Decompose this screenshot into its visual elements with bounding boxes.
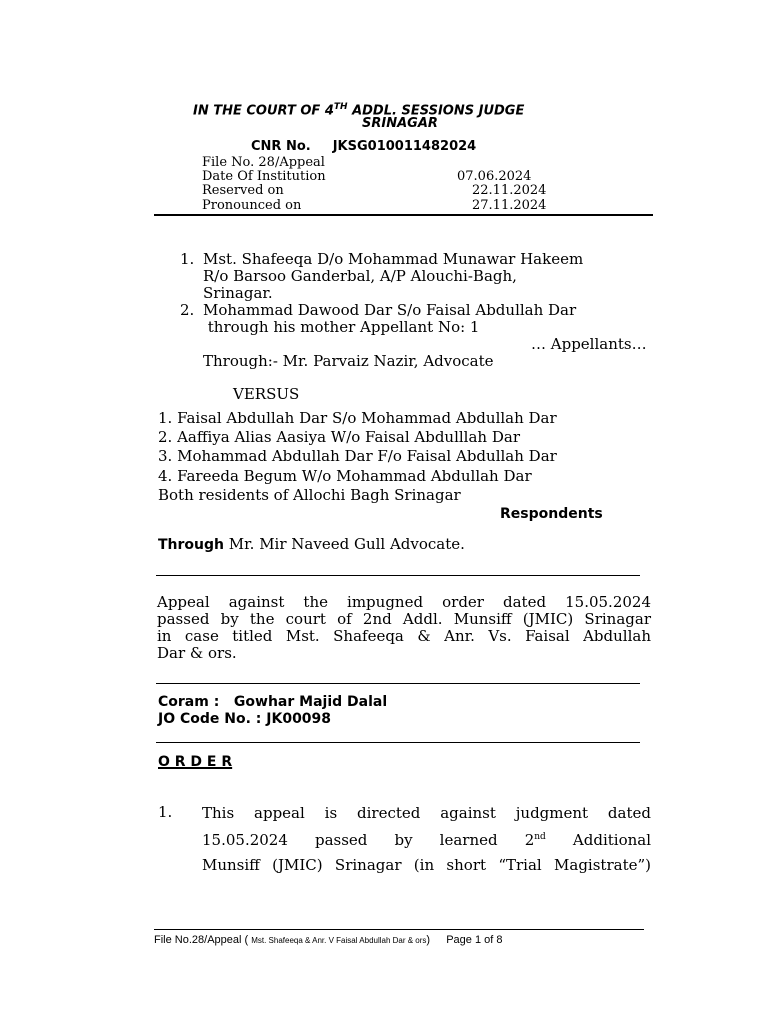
pronounced-on-value: 27.11.2024 [472,198,547,213]
court-title-line-1: IN THE COURT OF 4TH ADDL. SESSIONS JUDGE [193,102,525,119]
footer-file-suffix: ) [426,934,431,946]
respondent-1: 1. Faisal Abdullah Dar S/o Mohammad Abdullah Dar [158,409,557,427]
respondent-3: 3. Mohammad Abdullah Dar F/o Faisal Abdullah Dar [158,447,557,465]
respondents-residence: Both residents of Allochi Bagh Srinagar [158,486,461,504]
appellant-1-line-3: Srinagar. [203,284,273,302]
footer-file-prefix: File No.28/Appeal ( [154,934,252,946]
respondent-4: 4. Fareeda Begum W/o Mohammad Abdullah Dar [158,467,532,485]
appeal-desc-line-1: Appeal against the impugned order dated 15.05.2024 [157,593,651,611]
date-of-institution-label: Date Of Institution [202,169,326,184]
versus-heading: VERSUS [233,385,300,403]
respondents-label: Respondents [500,506,603,522]
appellant-1-line-1: Mst. Shafeeqa D/o Mohammad Munawar Hakeem [203,250,584,268]
order-para-line-1: This appeal is directed against judgment dated [202,804,651,822]
header-divider [154,214,653,216]
divider-2 [156,683,640,684]
pronounced-on-label: Pronounced on [202,198,302,213]
order-para-number: 1. [158,803,173,821]
appeal-desc-line-2: passed by the court of 2nd Addl. Munsiff (JMIC) Srinagar [157,610,651,628]
appeal-desc-line-3: in case titled Mst. Shafeeqa & Anr. Vs. Faisal Abdullah [157,627,651,645]
order-para-line-3: Munsiff (JMIC) Srinagar (in short “Trial Magistrate”) [202,856,651,874]
appellant-2-number: 2. [180,301,195,319]
order-heading: O R D E R [158,754,233,770]
appellants-label: … Appellants… [531,335,647,353]
footer [154,934,503,946]
footer-page-number: Page 1 of 8 [446,934,503,946]
respondent-2: 2. Aaffiya Alias Aasiya W/o Faisal Abdulllah Dar [158,428,520,446]
file-number: File No. 28/Appeal [202,155,325,170]
divider-3 [156,742,640,743]
through-label: Through [158,537,224,553]
date-of-institution-value: 07.06.2024 [457,169,532,184]
appellants-counsel: Through:- Mr. Parvaiz Nazir, Advocate [203,352,494,370]
footer-parties: Mst. Shafeeqa & Anr. V Faisal Abdullah Dar & ors [251,936,427,945]
appeal-desc-line-4: Dar & ors. [157,644,237,662]
appellant-2-line-2: through his mother Appellant No: 1 [203,318,480,336]
court-title-line-2: SRINAGAR [362,116,438,131]
appellant-1-number: 1. [180,250,195,268]
footer-divider [154,929,644,930]
divider-1 [156,575,640,576]
jo-code: JO Code No. : JK00098 [158,711,332,727]
coram: Coram : Gowhar Majid Dalal [158,694,388,710]
reserved-on-value: 22.11.2024 [472,183,547,198]
appellant-2-line-1: Mohammad Dawood Dar S/o Faisal Abdullah Dar [203,301,577,319]
through-value: Mr. Mir Naveed Gull Advocate. [228,535,465,553]
order-para-line-2: 15.05.2024 passed by learned 2nd Additional [202,831,651,849]
appellant-1-line-2: R/o Barsoo Ganderbal, A/P Alouchi-Bagh, [203,267,517,285]
reserved-on-label: Reserved on [202,183,284,198]
cnr-number: CNR No. JKSG010011482024 [251,139,477,154]
respondents-counsel [158,535,465,553]
